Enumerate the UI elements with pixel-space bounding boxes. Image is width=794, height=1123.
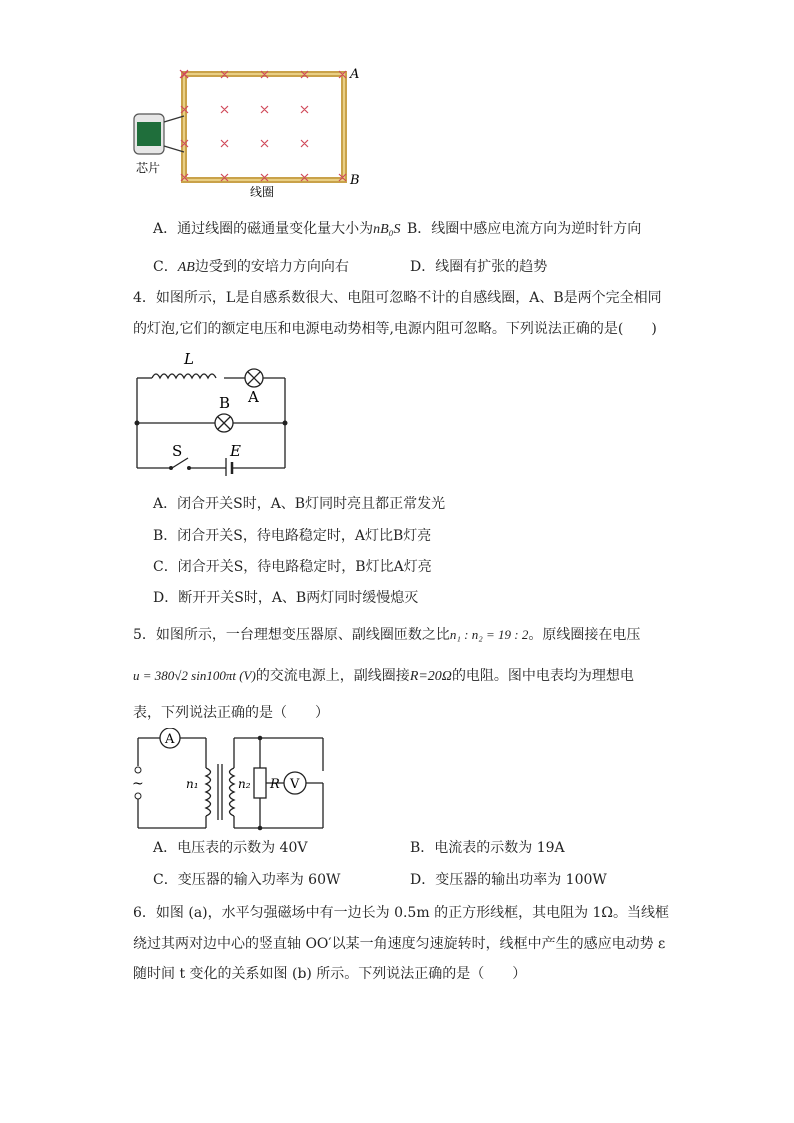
q4-stem-line1: 4．如图所示，L是自感系数很大、电阻可忽略不计的自感线圈，A、B是两个完全相同 [133, 290, 662, 306]
n1-label: n₁ [186, 777, 199, 791]
label-l: L [184, 350, 194, 368]
q3-option-c: C．AB边受到的安培力方向向右 [153, 259, 349, 275]
q6-stem-line1: 6．如图 (a)，水平匀强磁场中有一边长为 0.5m 的正方形线框，其电阻为 1Ω。当线框 [133, 905, 670, 921]
label-switch-s: S [172, 442, 183, 460]
q5-option-a: A．电压表的示数为 40V [153, 840, 308, 856]
q4-option-a: A．闭合开关S时，A、B灯同时亮且都正常发光 [153, 496, 446, 512]
q5-option-c: C．变压器的输入功率为 60W [153, 872, 341, 888]
q5-option-b: B．电流表的示数为 19A [410, 840, 565, 856]
label-lamp-b: B [219, 394, 231, 412]
q5-turns-ratio: n₁ : n₂ = 19 : 2 [449, 627, 529, 642]
q5-voltage-formula: u = 380√2 sin100πt (V) [133, 668, 256, 683]
q4-option-c: C．闭合开关S，待电路稳定时，B灯比A灯亮 [153, 559, 432, 575]
point-a-label: A [350, 67, 360, 82]
label-emf-e: E [230, 442, 241, 460]
ammeter-label: A [165, 732, 175, 747]
q3-option-b: B．线圈中感应电流方向为逆时针方向 [407, 221, 642, 237]
n2-label: n₂ [238, 777, 251, 791]
point-b-label: B [350, 173, 360, 188]
q4-stem-line2: 的灯泡,它们的额定电压和电源电动势相等,电源内阻可忽略。下列说法正确的是( ) [133, 321, 657, 337]
q5-resistance: R=20Ω [409, 669, 452, 684]
resistor-label: R [270, 777, 280, 792]
q6-stem-line3: 随时间 t 变化的关系如图 (b) 所示。下列说法正确的是（ ） [133, 966, 527, 982]
label-lamp-a: A [248, 388, 259, 406]
q5-stem-line2: u = 380√2 sin100πt (V)的交流电源上，副线圈接R=20Ω的电阻。图中电表均为理想电 [133, 668, 634, 684]
q6-stem-line2: 绕过其两对边中心的竖直轴 OO′以某一角速度匀速旋转时，线框中产生的感应电动势 ε [133, 936, 666, 952]
q3-option-a: A．通过线圈的磁通量变化量大小为nB₀S [153, 221, 401, 237]
q4-option-b: B．闭合开关S，待电路稳定时，A灯比B灯亮 [153, 528, 432, 544]
chip-label: 芯片 [136, 161, 161, 175]
coil-label: 线圈 [250, 185, 275, 199]
q5-stem-line3: 表，下列说法正确的是（ ） [133, 705, 329, 721]
q3-option-d: D．线圈有扩张的趋势 [410, 259, 548, 275]
q5-stem-line1: 5．如图所示，一台理想变压器原、副线圈匝数之比n₁ : n₂ = 19 : 2。原线圈接在电压 [133, 627, 641, 643]
q4-circuit-diagram [130, 346, 295, 476]
q4-option-d: D．断开开关S时，A、B两灯同时缓慢熄灭 [153, 590, 419, 606]
coil-figure [128, 64, 368, 204]
q5-transformer-diagram [128, 728, 328, 832]
q3-option-a-formula: nB₀S [373, 222, 401, 237]
source-label: ~ [132, 776, 144, 792]
voltmeter-label: V [290, 777, 300, 792]
q5-option-d: D．变压器的输出功率为 100W [410, 872, 607, 888]
